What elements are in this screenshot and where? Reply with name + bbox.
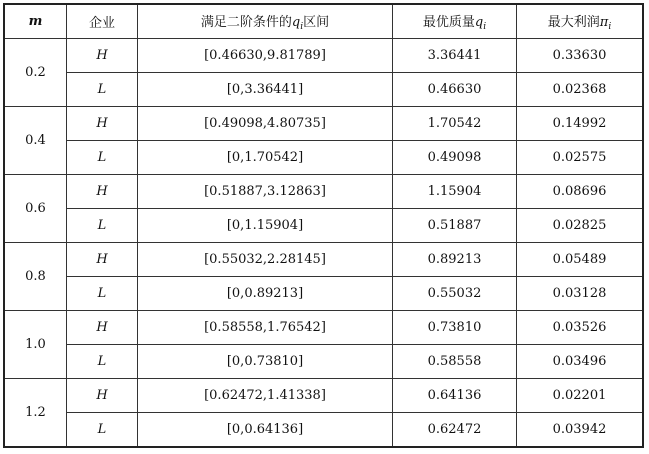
interval-cell: [0,1.15904] [138, 209, 393, 243]
table-row [4, 209, 643, 243]
table-row [4, 311, 643, 345]
quality-cell: 0.51887 [393, 209, 517, 243]
table-row [4, 243, 643, 277]
interval-cell: [0,0.64136] [138, 413, 393, 448]
quality-cell: 0.62472 [393, 413, 517, 448]
header-m: m [4, 4, 67, 39]
firm-cell: H [67, 175, 138, 209]
interval-cell: [0,0.73810] [138, 345, 393, 379]
firm-cell: H [67, 311, 138, 345]
header-interval [138, 4, 393, 39]
profit-cell: 0.02825 [517, 209, 644, 243]
table-row [4, 379, 643, 413]
quality-cell: 1.70542 [393, 107, 517, 141]
quality-cell: 0.64136 [393, 379, 517, 413]
table-row [4, 413, 643, 448]
firm-cell: L [67, 413, 138, 448]
interval-cell: [0,1.70542] [138, 141, 393, 175]
table-row [4, 345, 643, 379]
interval-cell: [0.58558,1.76542] [138, 311, 393, 345]
interval-cell: [0.46630,9.81789] [138, 39, 393, 73]
profit-cell: 0.02201 [517, 379, 644, 413]
interval-cell: [0,0.89213] [138, 277, 393, 311]
header-interval-prefix: 满足二阶条件的 [200, 15, 292, 30]
firm-cell: L [67, 73, 138, 107]
profit-cell: 0.03128 [517, 277, 644, 311]
firm-cell: H [67, 379, 138, 413]
firm-cell: H [67, 39, 138, 73]
header-profit-prefix: 最大利润 [547, 15, 600, 30]
header-interval-sub: i [300, 22, 304, 32]
header-interval-suffix: 区间 [303, 15, 330, 30]
quality-cell: 1.15904 [393, 175, 517, 209]
table-body [4, 39, 643, 448]
profit-cell: 0.03942 [517, 413, 644, 448]
profit-cell: 0.02368 [517, 73, 644, 107]
table-row [4, 141, 643, 175]
header-firm: 企业 [67, 4, 138, 39]
header-interval-var: q [291, 15, 301, 30]
profit-cell: 0.03526 [517, 311, 644, 345]
header-quality [393, 4, 517, 39]
profit-cell: 0.14992 [517, 107, 644, 141]
table-row [4, 107, 643, 141]
firm-cell: H [67, 243, 138, 277]
header-quality-var: q [474, 15, 484, 30]
interval-cell: [0,3.36441] [138, 73, 393, 107]
header-profit-var: π [599, 15, 609, 30]
header-row [4, 4, 643, 39]
table-row [4, 39, 643, 73]
interval-cell: [0.62472,1.41338] [138, 379, 393, 413]
table-row [4, 277, 643, 311]
firm-cell: L [67, 141, 138, 175]
header-profit [517, 4, 644, 39]
m-value: 0.4 [4, 107, 67, 175]
firm-cell: L [67, 209, 138, 243]
results-table [3, 3, 644, 448]
header-quality-sub: i [483, 22, 487, 32]
quality-cell: 0.49098 [393, 141, 517, 175]
m-value: 1.0 [4, 311, 67, 379]
quality-cell: 0.46630 [393, 73, 517, 107]
interval-cell: [0.49098,4.80735] [138, 107, 393, 141]
profit-cell: 0.05489 [517, 243, 644, 277]
profit-cell: 0.03496 [517, 345, 644, 379]
header-quality-prefix: 最优质量 [422, 15, 475, 30]
firm-cell: H [67, 107, 138, 141]
quality-cell: 0.73810 [393, 311, 517, 345]
table-container [3, 3, 644, 448]
m-value: 0.8 [4, 243, 67, 311]
quality-cell: 0.55032 [393, 277, 517, 311]
table-row [4, 73, 643, 107]
quality-cell: 0.89213 [393, 243, 517, 277]
m-value: 1.2 [4, 379, 67, 448]
interval-cell: [0.51887,3.12863] [138, 175, 393, 209]
profit-cell: 0.33630 [517, 39, 644, 73]
profit-cell: 0.02575 [517, 141, 644, 175]
table-row [4, 175, 643, 209]
quality-cell: 3.36441 [393, 39, 517, 73]
interval-cell: [0.55032,2.28145] [138, 243, 393, 277]
quality-cell: 0.58558 [393, 345, 517, 379]
header-profit-sub: i [608, 22, 612, 32]
m-value: 0.2 [4, 39, 67, 107]
firm-cell: L [67, 345, 138, 379]
firm-cell: L [67, 277, 138, 311]
profit-cell: 0.08696 [517, 175, 644, 209]
m-value: 0.6 [4, 175, 67, 243]
